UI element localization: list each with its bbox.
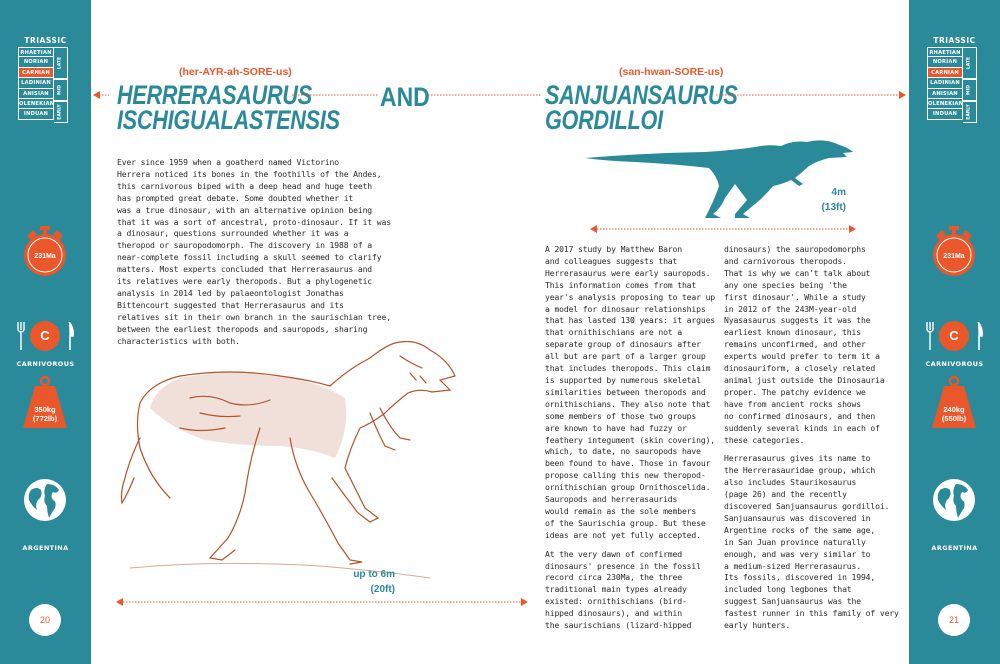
conjunction: AND bbox=[380, 82, 430, 112]
dashed-line-icon bbox=[428, 90, 542, 100]
left-arrow-icon bbox=[93, 90, 109, 100]
stage-ladinian: LADINIAN bbox=[927, 78, 963, 88]
stage-carnian: CARNIAN bbox=[18, 68, 54, 78]
stage-olenekian: OLENEKIAN bbox=[18, 99, 54, 109]
alarm-clock-icon bbox=[21, 226, 69, 278]
carnivore-icon: C bbox=[30, 321, 60, 351]
epoch-early: EARLY bbox=[963, 101, 977, 123]
diet-block bbox=[0, 318, 91, 368]
left-pronunciation: (her-AYR-ah-SORE-us) bbox=[179, 66, 292, 78]
globe-icon bbox=[932, 478, 976, 522]
country-label: ARGENTINA bbox=[22, 544, 69, 552]
epoch-early: EARLY bbox=[54, 101, 68, 123]
left-title-line1: HERRERASAURUS bbox=[117, 80, 312, 110]
weight-icon bbox=[22, 375, 68, 429]
knife-icon bbox=[67, 322, 74, 350]
svg-text:350kg: 350kg bbox=[34, 405, 56, 414]
stage-timeline bbox=[927, 47, 983, 120]
text-column-1: A 2017 study by Matthew Baron and colleagues suggests that Herrerasaurus were early sauropods. This information comes from that year's analysis proposing to tear up a model for dinosaur relationships that has lasted 130 years: it argues that ornithischians are not a separate group of dinosaurs after all but are part of a larger group that includes theropods. This claim is supported by numerous skeletal similarities between theropods and ornithischians. They also note that some members of those two groups are known to have had fuzzy or feathery integument (skin covering), which, to date, no sauropods have been found to have. Those in favour propose calling this new theropod- ornithischian group Ornithoscelida. Sauropods and herrerasaurids would remain as the sole members of the Saurischia group. But these ideas are not yet fully accepted. At the very dawn of confirmed dinosaurs' presence in the fossil record circa 230Ma, the three traditional main types already existed: ornithischians (bird- hipped dinosaurs), and within the saurischians (lizard-hipped bbox=[545, 244, 716, 631]
stage-carnian: CARNIAN bbox=[927, 68, 963, 78]
right-pronunciation: (san-hwan-SORE-us) bbox=[619, 66, 724, 78]
period-label: TRIASSIC bbox=[24, 36, 67, 45]
right-size-label: 4m (13ft) bbox=[821, 187, 846, 213]
right-title-line2: GORDILLOI bbox=[545, 105, 663, 135]
text-column-2: dinosaurs) the sauropodomorphs and carnivorous theropods. That is why we can't talk about any one species being 'the first dinosaur'. While a study in 2012 of the 243M-year-old Nyasasaurus suggests it was the earliest known dinosaur, this remains unconfirmed, and other experts would prefer to term it a dinosauriform, a closely related animal just outside the Dinosauria proper. The patchy evidence we have from ancient rocks shows no confirmed dinosaurs, and then suddenly several kinds in each of these categories. Herrerasaurus gives its name to the Herrerasauridae group, which also includes Staurikosaurus (page 26) and the recently discovered Sanjuansaurus gordilloi. Sanjuansaurus was discovered in Argentine rocks of the same age, in San Juan province naturally enough, and was very similar to a medium-sized Herrerasaurus. Its fossils, discovered in 1994, included long legbones that suggest Sanjuansaurus was the fastest runner in this family of very early hunters. bbox=[724, 244, 899, 631]
size-arrow-icon bbox=[116, 597, 528, 607]
carnivore-icon: C bbox=[939, 321, 969, 351]
dashed-line-icon bbox=[292, 90, 378, 100]
left-size-label: up to 6m (20ft) bbox=[353, 569, 395, 595]
diet-block bbox=[909, 318, 1000, 368]
age-label: 231Ma bbox=[34, 253, 56, 260]
stage-rhaetian: RHAETIAN bbox=[927, 47, 963, 57]
country-label: ARGENTINA bbox=[931, 544, 978, 552]
stage-induan: INDUAN bbox=[927, 109, 963, 119]
page-number: 20 bbox=[29, 604, 61, 636]
left-title-line2: ISCHIGUALASTENSIS bbox=[117, 105, 340, 135]
stage-anisian: ANISIAN bbox=[927, 89, 963, 99]
alarm-clock-icon bbox=[930, 226, 978, 278]
epoch-late: LATE bbox=[54, 47, 68, 79]
right-sidebar bbox=[909, 0, 1000, 664]
period-label: TRIASSIC bbox=[933, 36, 976, 45]
stage-induan: INDUAN bbox=[18, 109, 54, 119]
fork-icon bbox=[926, 322, 934, 350]
diet-label: CARNIVOROUS bbox=[925, 360, 984, 368]
stage-ladinian: LADINIAN bbox=[18, 78, 54, 88]
stage-norian: NORIAN bbox=[18, 57, 54, 67]
page-number: 21 bbox=[938, 604, 970, 636]
stage-rhaetian: RHAETIAN bbox=[18, 47, 54, 57]
left-sidebar bbox=[0, 0, 91, 664]
stage-olenekian: OLENEKIAN bbox=[927, 99, 963, 109]
age-label: 231Ma bbox=[943, 253, 965, 260]
size-arrow-icon bbox=[590, 224, 856, 234]
knife-icon bbox=[976, 322, 983, 350]
herrerasaurus-illustration bbox=[110, 328, 470, 588]
right-species-title bbox=[545, 80, 738, 135]
weight-icon bbox=[931, 375, 977, 429]
diet-label: CARNIVOROUS bbox=[16, 360, 75, 368]
stage-anisian: ANISIAN bbox=[18, 89, 54, 99]
stage-norian: NORIAN bbox=[927, 57, 963, 67]
svg-text:(550lb): (550lb) bbox=[941, 414, 967, 423]
right-arrow-icon bbox=[716, 90, 906, 100]
stage-timeline bbox=[18, 47, 74, 120]
epoch-mid: MID bbox=[963, 79, 977, 101]
fork-icon bbox=[17, 322, 25, 350]
right-title-line1: SANJUANSAURUS bbox=[545, 80, 738, 110]
globe-icon bbox=[23, 478, 67, 522]
epoch-mid: MID bbox=[54, 79, 68, 101]
svg-text:(772lb): (772lb) bbox=[32, 414, 58, 423]
epoch-late: LATE bbox=[963, 47, 977, 79]
intro-paragraph: Ever since 1959 when a goatherd named Victorino Herrera noticed its bones in the foothills of the Andes, this carnivorous biped with a deep head and huge teeth has prompted great debate. Some doubted whether it was a true dinosaur, with an alternative opinion being that it was a sort of ancestral, proto-dinosaur. If it was a dinosaur, questions surrounded whether it was a theropod or sauropodomorph. The discovery in 1988 of a near-complete fossil including a skull seemed to clarify matters. Most experts concluded that Herrerasaurus and its relatives were early theropods. But a phylogenetic analysis in 2014 led by palaeontologist Jonathas Bittencourt suggested that Herrerasaurus and its relatives sit in their own branch in the saurischian tree, between the earliest theropods and sauropods, sharing characteristics with both. bbox=[117, 157, 391, 346]
svg-text:240kg: 240kg bbox=[943, 405, 965, 414]
